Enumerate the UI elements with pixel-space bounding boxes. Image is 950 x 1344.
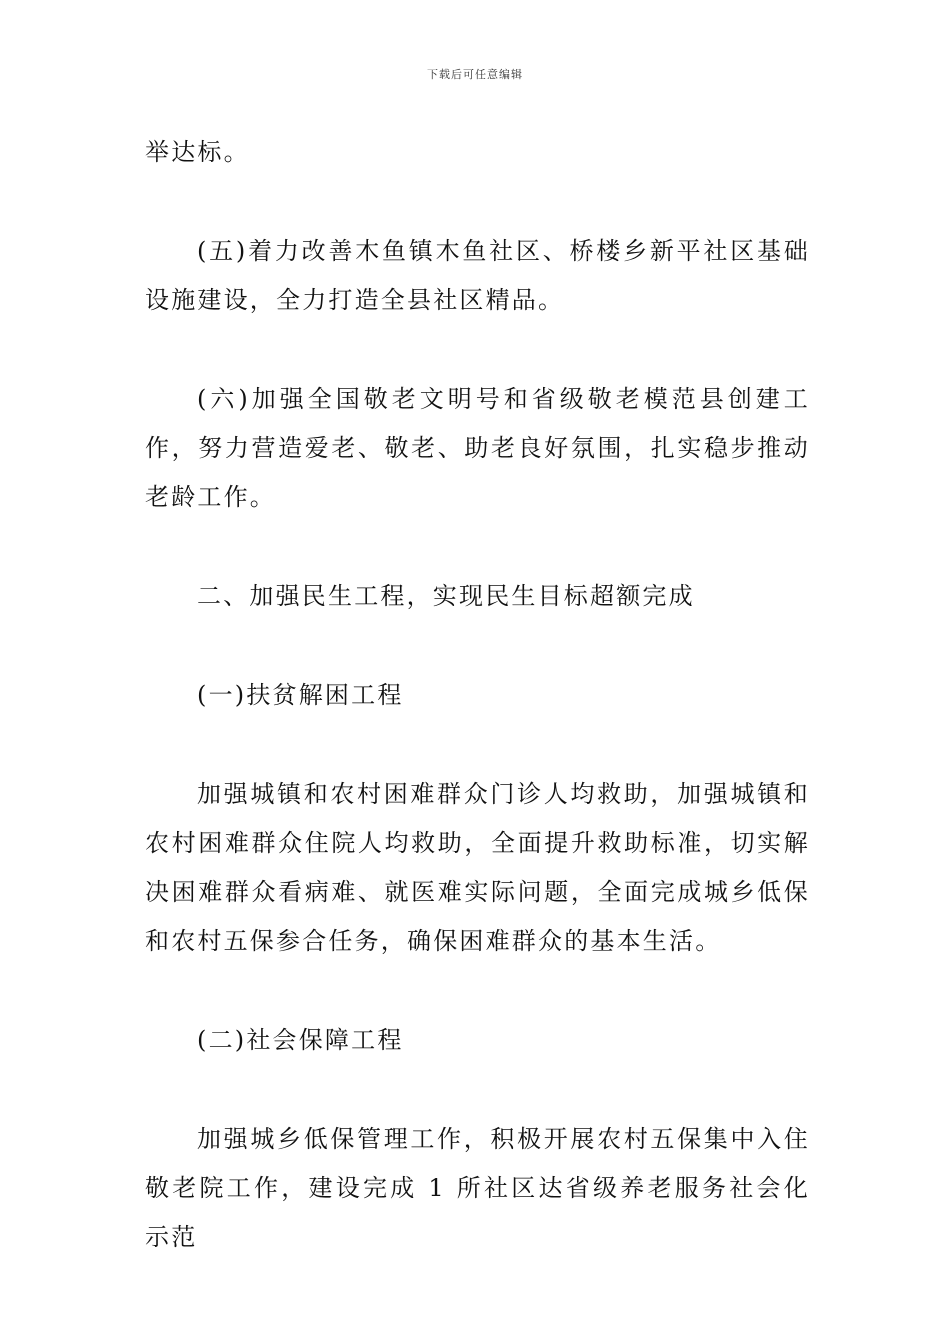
paragraph-gap xyxy=(145,621,810,671)
page-header-note: 下载后可任意编辑 xyxy=(427,68,523,81)
paragraph-item-six: (六)加强全国敬老文明号和省级敬老模范县创建工作，努力营造爱老、敬老、助老良好氛围，扎实稳步推动老龄工作。 xyxy=(145,385,810,511)
paragraph-gap xyxy=(145,177,810,227)
paragraph-gap xyxy=(145,1065,810,1115)
paragraph-gap xyxy=(145,522,810,572)
subheading-poverty-relief: (一)扶贫解困工程 xyxy=(197,681,404,709)
document-body xyxy=(145,128,810,1262)
paragraph-item-five: (五)着力改善木鱼镇木鱼社区、桥楼乡新平社区基础设施建设，全力打造全县社区精品。 xyxy=(145,237,810,314)
section-heading-two: 二、加强民生工程，实现民生目标超额完成 xyxy=(197,582,695,610)
paragraph-social-security: 加强城乡低保管理工作，积极开展农村五保集中入住敬老院工作，建设完成 1 所社区达省级养老服务社会化示范 xyxy=(145,1125,810,1251)
paragraph-gap xyxy=(145,720,810,770)
paragraph-continuation: 举达标。 xyxy=(145,138,250,166)
paragraph-gap xyxy=(145,325,810,375)
subheading-social-security: (二)社会保障工程 xyxy=(197,1026,404,1054)
paragraph-gap xyxy=(145,966,810,1016)
paragraph-poverty-relief: 加强城镇和农村困难群众门诊人均救助，加强城镇和农村困难群众住院人均救助，全面提升救助标准，切实解决困难群众看病难、就医难实际问题，全面完成城乡低保和农村五保参合任务，确保困难群众的基本生活。 xyxy=(145,780,810,955)
